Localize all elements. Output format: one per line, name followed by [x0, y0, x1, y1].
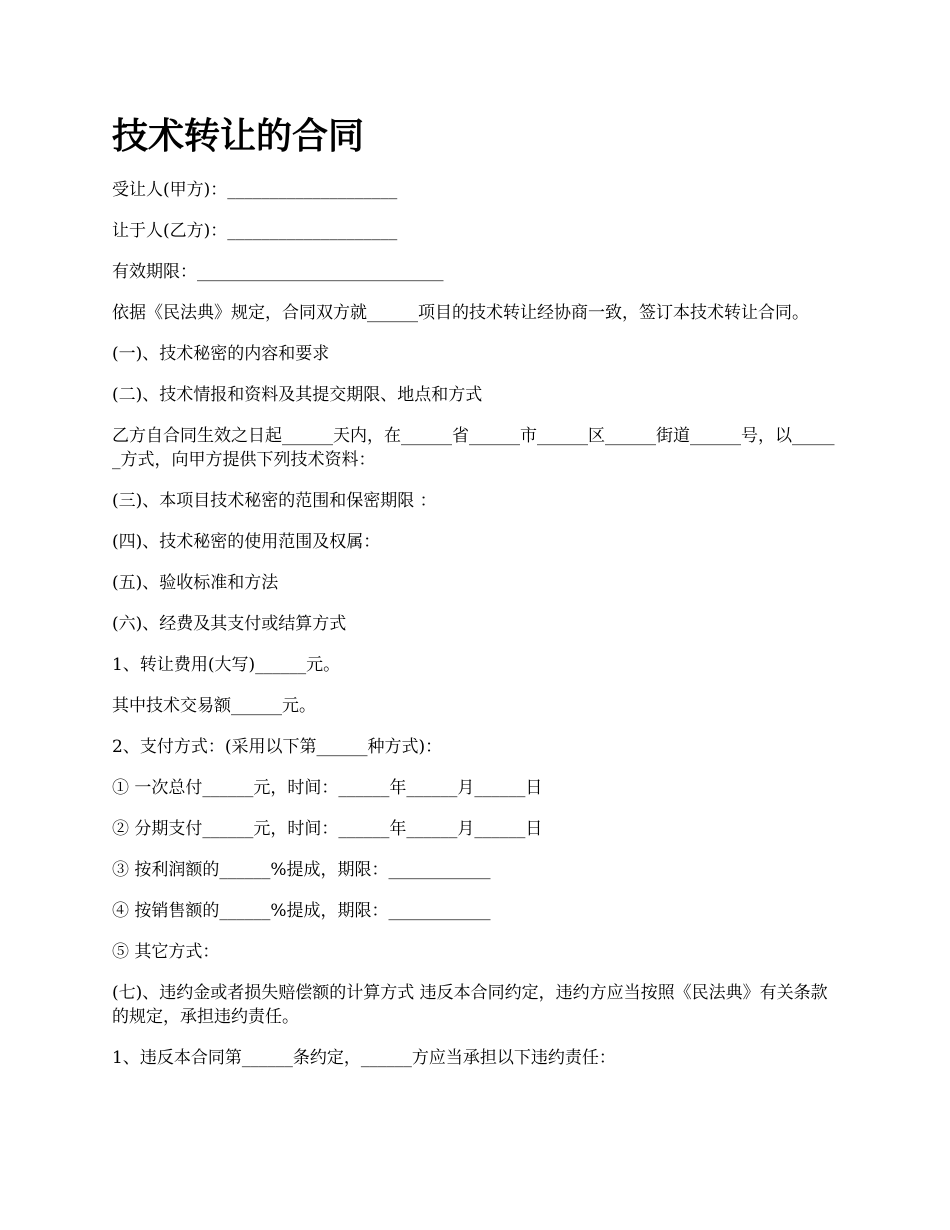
validity-period-line: 有效期限：_____________________________	[112, 262, 444, 282]
section-4-heading: (四)、技术秘密的使用范围及权属：	[112, 532, 381, 552]
payment-option-4: ④ 按销售额的______%提成，期限：____________	[112, 901, 491, 921]
party-b-line: 让于人(乙方)：____________________	[112, 221, 398, 241]
section-2-heading: (二)、技术情报和资料及其提交期限、地点和方式	[112, 385, 483, 405]
payment-option-3: ③ 按利润额的______%提成，期限：____________	[112, 860, 491, 880]
section-3-heading: (三)、本项目技术秘密的范围和保密期限 ：	[112, 491, 437, 511]
breach-clause-line: 1、违反本合同第______条约定，______方应当承担以下违约责任：	[112, 1048, 616, 1068]
document-page	[112, 112, 842, 1087]
section-7-paragraph: (七)、违约金或者损失赔偿额的计算方式 违反本合同约定，违约方应当按照《民法典》有关条款的规定，承担违约责任。	[112, 983, 828, 1027]
transaction-amount-line: 其中技术交易额______元。	[112, 696, 316, 716]
section-6-heading: (六)、经费及其支付或结算方式	[112, 614, 347, 634]
payment-option-2: ② 分期支付______元，时间：______年______月______日	[112, 819, 543, 839]
payment-method-line: 2、支付方式：(采用以下第______种方式)：	[112, 737, 443, 757]
document-title: 技术转让的合同	[112, 116, 365, 157]
payment-option-5: ⑤ 其它方式：	[112, 942, 220, 962]
preamble-paragraph: 依据《民法典》规定，合同双方就______项目的技术转让经协商一致，签订本技术转让合同。	[112, 303, 809, 323]
party-a-line: 受让人(甲方)：____________________	[112, 180, 398, 200]
transfer-fee-line: 1、转让费用(大写)______元。	[112, 655, 341, 675]
payment-option-1: ① 一次总付______元，时间：______年______月______日	[112, 778, 543, 798]
section-5-heading: (五)、验收标准和方法	[112, 573, 279, 593]
section-1-heading: (一)、技术秘密的内容和要求	[112, 344, 330, 364]
delivery-paragraph: 乙方自合同生效之日起______天内，在______省______市______区______街道______号，以______方式，向甲方提供下列技术资料：	[112, 426, 835, 470]
